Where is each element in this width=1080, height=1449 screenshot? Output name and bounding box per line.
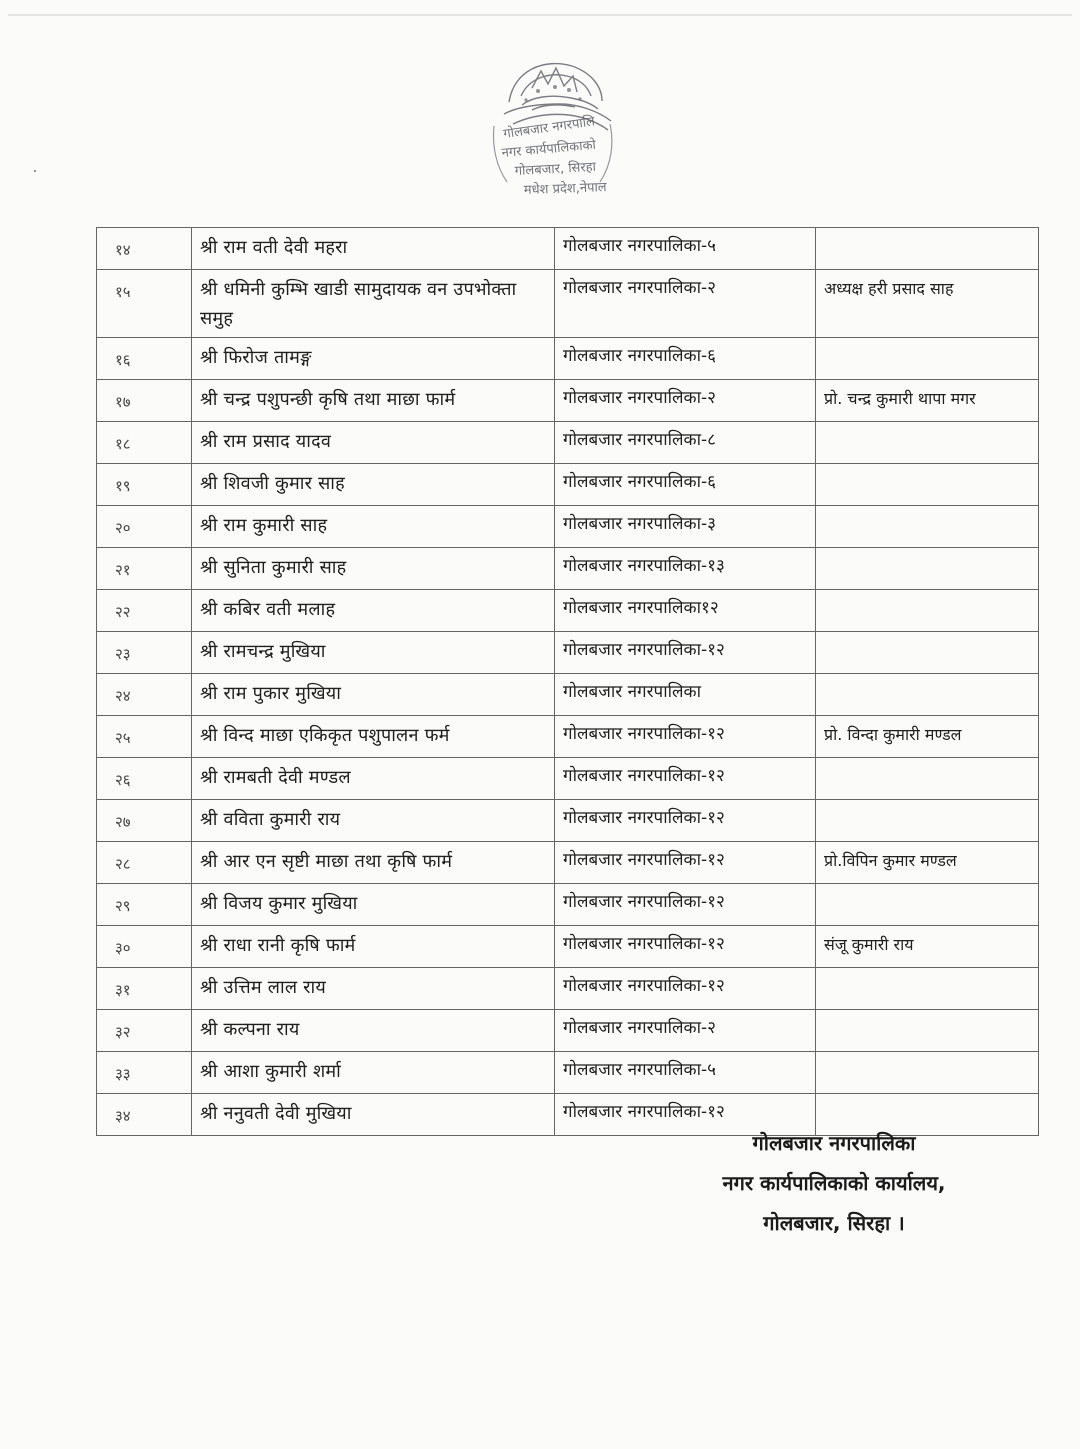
address-cell: गोलबजार नगरपालिका-३ bbox=[555, 506, 816, 548]
address-cell: गोलबजार नगरपालिका-१२ bbox=[555, 926, 816, 968]
beneficiary-name-cell: श्री ननुवती देवी मुखिया bbox=[192, 1094, 555, 1136]
table-row bbox=[97, 1010, 1039, 1052]
representative-cell bbox=[816, 590, 1039, 632]
row-number-cell: ३० bbox=[97, 926, 192, 968]
table-row bbox=[97, 506, 1039, 548]
table-row bbox=[97, 464, 1039, 506]
row-number-cell: २९ bbox=[97, 884, 192, 926]
table-row bbox=[97, 548, 1039, 590]
table-row bbox=[97, 270, 1039, 338]
beneficiary-name-cell: श्री राधा रानी कृषि फार्म bbox=[192, 926, 555, 968]
beneficiary-name-cell: श्री वविता कुमारी राय bbox=[192, 800, 555, 842]
representative-cell: संजू कुमारी राय bbox=[816, 926, 1039, 968]
official-stamp-icon bbox=[474, 42, 624, 207]
address-cell: गोलबजार नगरपालिका-१२ bbox=[555, 716, 816, 758]
signature-line-office: नगर कार्यपालिकाको कार्यालय, bbox=[722, 1171, 946, 1195]
beneficiary-name-cell: श्री आशा कुमारी शर्मा bbox=[192, 1052, 555, 1094]
address-cell: गोलबजार नगरपालिका-१२ bbox=[555, 842, 816, 884]
representative-cell bbox=[816, 884, 1039, 926]
svg-text:मधेश प्रदेश,नेपाल: मधेश प्रदेश,नेपाल bbox=[523, 180, 607, 198]
row-number-cell: २८ bbox=[97, 842, 192, 884]
beneficiary-name-cell: श्री राम प्रसाद यादव bbox=[192, 422, 555, 464]
row-number-cell: १४ bbox=[97, 228, 192, 270]
beneficiary-name-cell: श्री धमिनी कुम्भि खाडी सामुदायक वन उपभोक्ता समुह bbox=[192, 270, 555, 338]
representative-cell bbox=[816, 758, 1039, 800]
table-row bbox=[97, 716, 1039, 758]
scan-edge-line bbox=[8, 14, 1072, 16]
beneficiary-name-cell: श्री फिरोज तामङ्ग bbox=[192, 338, 555, 380]
row-number-cell: २४ bbox=[97, 674, 192, 716]
row-number-cell: ३४ bbox=[97, 1094, 192, 1136]
row-number-cell: ३१ bbox=[97, 968, 192, 1010]
row-number-cell: १९ bbox=[97, 464, 192, 506]
row-number-cell: १५ bbox=[97, 270, 192, 338]
address-cell: गोलबजार नगरपालिका-१२ bbox=[555, 800, 816, 842]
table-row bbox=[97, 842, 1039, 884]
signature-line-location: गोलबजार, सिरहा । bbox=[763, 1211, 905, 1235]
representative-cell: प्रो. चन्द्र कुमारी थापा मगर bbox=[816, 380, 1039, 422]
beneficiary-name-cell: श्री चन्द्र पशुपन्छी कृषि तथा माछा फार्म bbox=[192, 380, 555, 422]
table-row bbox=[97, 338, 1039, 380]
address-cell: गोलबजार नगरपालिका-१३ bbox=[555, 548, 816, 590]
address-cell: गोलबजार नगरपालिका-२ bbox=[555, 270, 816, 338]
representative-cell bbox=[816, 1010, 1039, 1052]
row-number-cell: २० bbox=[97, 506, 192, 548]
table-row bbox=[97, 968, 1039, 1010]
representative-cell bbox=[816, 228, 1039, 270]
representative-cell bbox=[816, 1052, 1039, 1094]
row-number-cell: २५ bbox=[97, 716, 192, 758]
address-cell: गोलबजार नगरपालिका-२ bbox=[555, 1010, 816, 1052]
beneficiary-name-cell: श्री सुनिता कुमारी साह bbox=[192, 548, 555, 590]
address-cell: गोलबजार नगरपालिका-१२ bbox=[555, 758, 816, 800]
row-number-cell: २१ bbox=[97, 548, 192, 590]
representative-cell bbox=[816, 506, 1039, 548]
svg-text:गोलबजार, सिरहा: गोलबजार, सिरहा bbox=[514, 159, 597, 179]
address-cell: गोलबजार नगरपालिका-५ bbox=[555, 228, 816, 270]
row-number-cell: २२ bbox=[97, 590, 192, 632]
beneficiary-name-cell: श्री विजय कुमार मुखिया bbox=[192, 884, 555, 926]
svg-text:गोलबजार नगरपालि: गोलबजार नगरपालि bbox=[502, 114, 596, 142]
row-number-cell: २६ bbox=[97, 758, 192, 800]
signature-line-municipality: गोलबजार नगरपालिका bbox=[752, 1131, 916, 1155]
table-body bbox=[97, 228, 1039, 1136]
table-row bbox=[97, 758, 1039, 800]
address-cell: गोलबजार नगरपालिका-६ bbox=[555, 338, 816, 380]
table-row bbox=[97, 380, 1039, 422]
address-cell: गोलबजार नगरपालिका-५ bbox=[555, 1052, 816, 1094]
beneficiary-name-cell: श्री शिवजी कुमार साह bbox=[192, 464, 555, 506]
table-row bbox=[97, 800, 1039, 842]
beneficiary-name-cell: श्री रामबती देवी मण्डल bbox=[192, 758, 555, 800]
address-cell: गोलबजार नगरपालिका-६ bbox=[555, 464, 816, 506]
row-number-cell: ३३ bbox=[97, 1052, 192, 1094]
beneficiary-name-cell: श्री राम पुकार मुखिया bbox=[192, 674, 555, 716]
table-row bbox=[97, 674, 1039, 716]
registration-table bbox=[96, 227, 1039, 1136]
row-number-cell: १७ bbox=[97, 380, 192, 422]
address-cell: गोलबजार नगरपालिका-१२ bbox=[555, 968, 816, 1010]
scan-dust-mark bbox=[34, 170, 36, 172]
address-cell: गोलबजार नगरपालिका-२ bbox=[555, 380, 816, 422]
beneficiary-name-cell: श्री कल्पना राय bbox=[192, 1010, 555, 1052]
beneficiary-name-cell: श्री विन्द माछा एकिकृत पशुपालन फर्म bbox=[192, 716, 555, 758]
beneficiary-name-cell: श्री राम कुमारी साह bbox=[192, 506, 555, 548]
representative-cell bbox=[816, 338, 1039, 380]
representative-cell bbox=[816, 674, 1039, 716]
representative-cell bbox=[816, 422, 1039, 464]
registration-table-container bbox=[96, 227, 1036, 1136]
row-number-cell: २७ bbox=[97, 800, 192, 842]
representative-cell: प्रो.विपिन कुमार मण्डल bbox=[816, 842, 1039, 884]
table-row bbox=[97, 1052, 1039, 1094]
address-cell: गोलबजार नगरपालिका-८ bbox=[555, 422, 816, 464]
representative-cell bbox=[816, 464, 1039, 506]
address-cell: गोलबजार नगरपालिका१२ bbox=[555, 590, 816, 632]
office-signature-block bbox=[676, 1123, 992, 1243]
representative-cell bbox=[816, 548, 1039, 590]
beneficiary-name-cell: श्री रामचन्द्र मुखिया bbox=[192, 632, 555, 674]
address-cell: गोलबजार नगरपालिका bbox=[555, 674, 816, 716]
table-row bbox=[97, 632, 1039, 674]
table-row bbox=[97, 590, 1039, 632]
beneficiary-name-cell: श्री कबिर वती मलाह bbox=[192, 590, 555, 632]
representative-cell bbox=[816, 968, 1039, 1010]
representative-cell bbox=[816, 800, 1039, 842]
official-stamp-graphic bbox=[474, 42, 624, 207]
table-row bbox=[97, 884, 1039, 926]
table-row bbox=[97, 228, 1039, 270]
representative-cell: प्रो. विन्दा कुमारी मण्डल bbox=[816, 716, 1039, 758]
address-cell: गोलबजार नगरपालिका-१२ bbox=[555, 884, 816, 926]
representative-cell bbox=[816, 632, 1039, 674]
table-row bbox=[97, 926, 1039, 968]
row-number-cell: १८ bbox=[97, 422, 192, 464]
row-number-cell: २३ bbox=[97, 632, 192, 674]
svg-text:नगर कार्यपालिकाको: नगर कार्यपालिकाको bbox=[501, 137, 597, 161]
row-number-cell: १६ bbox=[97, 338, 192, 380]
representative-cell: अध्यक्ष हरी प्रसाद साह bbox=[816, 270, 1039, 338]
beneficiary-name-cell: श्री राम वती देवी महरा bbox=[192, 228, 555, 270]
beneficiary-name-cell: श्री उत्तिम लाल राय bbox=[192, 968, 555, 1010]
table-row bbox=[97, 422, 1039, 464]
address-cell: गोलबजार नगरपालिका-१२ bbox=[555, 632, 816, 674]
address-cell: गोलबजार नगरपालिका-१२ bbox=[555, 1094, 816, 1136]
row-number-cell: ३२ bbox=[97, 1010, 192, 1052]
beneficiary-name-cell: श्री आर एन सृष्टी माछा तथा कृषि फार्म bbox=[192, 842, 555, 884]
